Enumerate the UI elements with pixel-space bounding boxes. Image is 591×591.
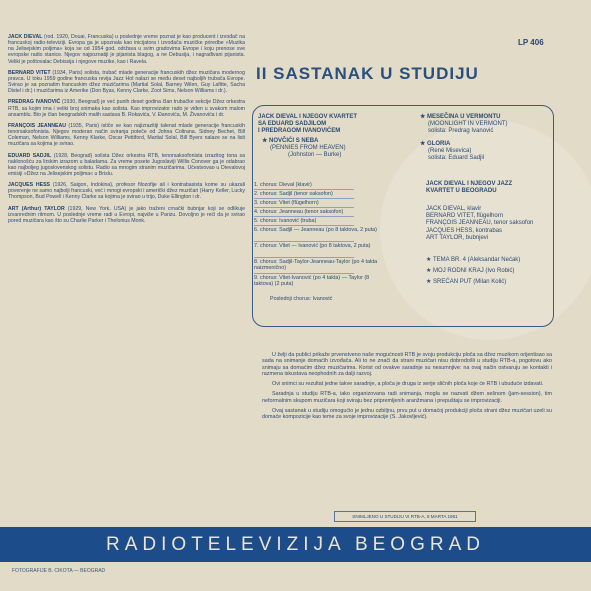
side2-track: ★ MOJ RODNI KRAJ (Ivo Robić) [426,268,515,274]
photo-credit: FOTOGRAFIJE B. CIKOTA — BEOGRAD [12,568,106,574]
last-chorus: Poslednji chorus: Ivanović [270,296,333,302]
personnel-line: BERNARD VITET, flügelhorn [426,213,504,220]
chorus-divider [254,273,354,274]
bio-text: (1928, Beograd) solista Džez orkestra RTB, tenorsaksofonista izrazitog tona sa naklonošću za lirskim izrazom u baladama. Za vreme posete Jugoslaviji Willis Conover ga je odabrao kao najboljeg jugoslovenskog solistu. Radio sa mnogim stranim muzičarima. Učestvovao u Dievalovoj emisiji »Džez na Jelisejskim poljima« u Brislu. [8,152,245,177]
catalog-number: LP 406 [518,38,544,47]
side1-heading-line: I PREDRAGOM IVANOVIĆEM [258,128,341,135]
chorus-line: 7. chorus: Vitet — Ivanović (po 8 taktova, 2 puta) [254,243,371,249]
side2-track: ★ SREĆAN PUT (Milan Kolić) [426,279,507,285]
chorus-line: 4. chorus: Jeanneau (tenor saksofon) [254,209,344,215]
side2-track-text: SREĆAN PUT (Milan Kolić) [433,279,507,285]
side2-track: ★ TEMA BR. 4 (Aleksandar Nećak) [426,257,521,263]
bio-francois-jeanneau [8,123,245,148]
side1-heading [258,114,398,136]
bio-name: JACQUES HESS [8,182,50,189]
recording-info: SNIMLJENO U STUDIJU VI RTB-A, 8 MARTA 1961 [334,511,476,522]
side2-track-text: MOJ RODNI KRAJ (Ivo Robić) [433,268,515,274]
track-authors: (Johnston — Burke) [288,152,342,159]
bio-bernard-vitet [8,70,245,95]
track-authors: (René Misevica) [428,148,472,155]
bio-text: (rod. 1920, Douai, Francuska) u poslednje vreme poznat je kao producent i izvođač na francuskoj radio-televiziji. Evropa ga je upoznala kao inicijatora i izvođača muzičke priredbe »Muzika na Jelisejskim poljima« koja se od 1954 god. održava u svim gradovima Evrope i koju prenose sve evropske radio stanice. Njegov najpoznatiji je pijanista blagog, a ne Debusija, i nagrađivani pijanista. Veliki je poštovalac Debissija i njegove muzike, kao i Ravela. [8,34,245,65]
chorus-divider [254,207,354,208]
track-subtitle: (MOONLIGHT IN VERMONT) [428,121,508,128]
liner-paragraph: Ovi snimci su rezultat jedne takve saradnje, a ploča je druga iz serije sličnih ploča koje će RTB i ubuduće izdavati. [272,381,544,388]
bio-jack-dieval [8,34,245,65]
side2-tracks [426,255,551,288]
bio-text: (1930, Beograd) je već punih deset godina član trubačke sekcije Džez orkestra RTB, sa kojim ima i veliki broj snimaka kao solista. Kao improvizator rado je viđen u svakom malom ansamblu. Bio je član beogradskih malih sastava B. Rokavića, V. Đanovića, M. Živanovića i dr. [8,99,245,118]
bio-art-taylor [8,206,245,224]
bio-name: PREDRAG IVANOVIĆ [8,99,61,106]
personnel-line: JACK DIEVAL, klavir [426,206,482,212]
side1-heading-line: SA EDUARD SADJILOM [258,121,327,128]
chorus-line: 6. chorus: Sadjil — Jeanneau (po 8 taktova, 2 puta) [254,227,377,233]
liner-paragraph: U želji da publici prikaže prvenstveno naše mogućnosti RTB je svoju produkciju ploča sa džez muzikom orijentisao sa sada na snimanje domaćih izvođača. Ali to ne znači da strani muzičari nisu dobrodošli u studiju RTB-a, pogotovu ako snimaju sa domaćim džez muzičarima. Korist od ovakve saradnje su nesumnjive: na ovaj način ostvaruju se kontakti i razmena iskustava neophodnih za dalji razvoj. [262,352,552,377]
track-title: ★ MESEČINA U VERMONTU [420,114,501,120]
bio-name: BERNARD VITET [8,69,51,76]
chorus-divider [254,189,354,190]
side2-personnel [426,206,551,242]
track-title-text: MESEČINA U VERMONTU [427,114,501,120]
chorus-line: 5. chorus: Ivanović (truba) [254,218,317,224]
chorus-line: 8. chorus: Sadjil-Taylor-Jeanneau-Taylor (po 4 takta naizmenično) [254,259,378,271]
side2-track-text: TEMA BR. 4 (Aleksandar Nećak) [432,257,521,263]
track-soloist: solista: Predrag Ivanović [428,128,494,135]
album-title: II SASTANAK U STUDIJU [256,64,479,83]
publisher-name: RADIOTELEVIZIJA BEOGRAD [106,534,485,555]
bio-name: EDUARD SADJIL [8,152,52,159]
liner-notes [262,352,552,425]
side1-track3 [420,141,550,163]
chorus-divider [254,257,354,258]
track-subtitle: (PENNIES FROM HEAVEN) [270,145,346,152]
side2-heading-line: JACK DIEVAL I NJEGOV JAZZ [426,181,513,187]
bio-text: (1926, Saigon, Indokina), profesor filozofije ali i kontrabasista kome su ukazali poverenje ne samo najbolji francuski, već i mnogi evropski i američki džez muzičari (Harry Keller, Lucky Thompson, Bud Powell i Kenny Clarke sa kojima je svirao u trijo, Duke Ellington i dr. [8,182,245,201]
bio-name: ART (Arthur) TAYLOR [8,205,65,212]
chorus-line: 1. chorus: Dieval (klavir) [254,182,312,188]
track-title-text: NOVČIĆI S NEBA [269,138,319,144]
biographies-column [8,34,245,559]
bio-predrag-ivanovic [8,99,245,117]
publisher-band [0,527,591,562]
bio-name: FRANÇOIS JEANNEAU [8,122,67,129]
chorus-divider [254,216,354,217]
liner-paragraph: Ovaj sastanak u studiju omogućio je jednu ozbiljnu, prvu put u domaćoj produkciji ploča strani džez muzičari uzeli su domaće kompozicije kao teme za svoje improvizacije (S. Jakovljević). [262,408,552,421]
track-title-text: GLORIA [427,141,451,147]
personnel-line: FRANÇOIS JEANNEAU, tenor saksofon [426,220,534,227]
bio-eduard-sadjil [8,153,245,178]
side1-track2 [420,114,550,136]
chorus-divider [254,241,354,242]
bio-jacques-hess [8,182,245,200]
personnel-line: ART TAYLOR, bubnjevi [426,234,489,241]
liner-paragraph: Saradnja u studiju RTB-a, iako organizovana radi snimanja, mogla se nazvati džem sešnom (jam-session), tim neformalnim skupom muzičara koji sviraju bez pripremljenih aranžmana i prepuštaju se improvizaciji. [262,391,552,404]
side1-heading-line: JACK DIEVAL I NJEGOV KVARTET [258,114,358,120]
chorus-line: 3. chorus: Vitet (flügelhorn) [254,200,319,206]
side2-heading [426,181,551,195]
chorus-divider [254,198,354,199]
chorus-line: 9. chorus: Vitet-Ivanović (po 4 takta) — Taylor (8 taktova) (2 puta) [254,275,370,287]
side1-track1 [262,138,392,160]
personnel-line: JACQUES HESS, kontrabas [426,227,503,234]
track-title: ★ NOVČIĆI S NEBA [262,138,319,144]
bio-text: (1935, Paris) ističe se kao najizrazitiji talenat mlade generacije francuskih tenorsaksofonista. Njegov moderan način sviranja poteče od Johna Coltrana. Sidney Bechet, Bill Coleman, Nelson Williams, Kenny Klarke, Oscar Pettiford, Martial Solal, Bill Byers nalaze se na listi muzičara sa kojima je svirao. [8,122,245,148]
chorus-line: 2. chorus: Sadjil (tenor saksofon) [254,191,333,197]
chorus-divider [254,225,354,226]
track-soloist: solista: Eduard Sadjil [428,155,485,162]
bio-text: (1934, Paris) solista, trubač mlade generacije francuskih džez muzičara modernog pravca. U toku 1959 godine francuska revija Jazz Hot nalazi se među deset najboljih trubača Evrope. Svirao je sa poznatim francuskim džez muzičarima (Martial Solal, Barney Wilen, Guy Lafitte, Sacha Distel i dr.) i muzičarima iz Amerike (Don Byas, Kenny Clarke, Zoot Sims, Nelson Williams i dr.). [8,69,245,95]
bio-name: JACK DIEVAL [8,34,43,40]
bio-text: (1929, New York, USA) je jako traženi crnački bubnjar koji se odlikuje izvanrednim ritmom. U poslednje vreme radi u Evropi, najviše u Parizu. Dovoljno je reći da je svirao pored muzičara kao što su Charlie Parker i Thelonius Monk. [8,205,245,224]
track-title: ★ GLORIA [420,141,451,147]
side2-heading-line: KVARTET U BEOGRADU [426,188,497,195]
